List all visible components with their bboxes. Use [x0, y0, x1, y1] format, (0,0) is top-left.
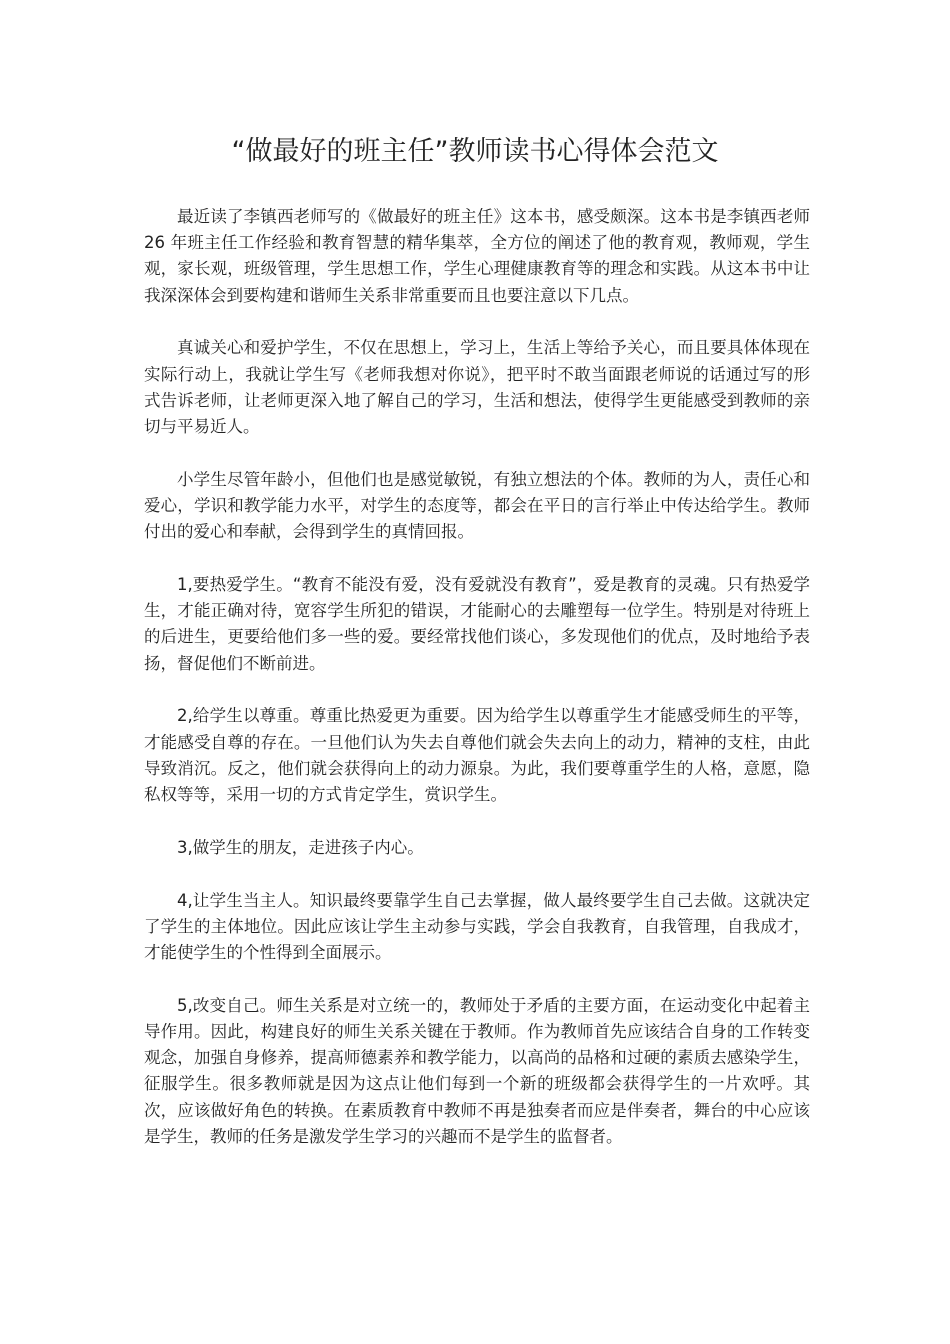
paragraph-7: 4,让学生当主人。知识最终要靠学生自己去掌握，做人最终要学生自己去做。这就决定了学生的主体地位。因此应该让学生主动参与实践，学会自我教育，自我管理，自我成才，才能使学生的个性得到全面展示。 — [144, 890, 810, 963]
paragraph-2: 真诚关心和爱护学生，不仅在思想上，学习上，生活上等给予关心，而且要具体体现在实际行动上，我就让学生写《老师我想对你说》，把平时不敢当面跟老师说的话通过写的形式告诉老师，让老师更深入地了解自己的学习，生活和想法，使得学生更能感受到教师的亲切与平易近人。 — [144, 338, 810, 437]
document-title: “做最好的班主任”教师读书心得体会范文 — [231, 136, 719, 167]
document-body — [144, 204, 810, 1177]
paragraph-8: 5,改变自己。师生关系是对立统一的，教师处于矛盾的主要方面，在运动变化中起着主导作用。因此，构建良好的师生关系关键在于教师。作为教师首先应该结合自身的工作转变观念，加强自身修养，提高师德素养和教学能力，以高尚的品格和过硬的素质去感染学生，征服学生。很多教师就是因为这点让他们每到一个新的班级都会获得学生的一片欢呼。其次，应该做好角色的转换。在素质教育中教师不再是独奏者而应是伴奏者，舞台的中心应该是学生，教师的任务是激发学生学习的兴趣而不是学生的监督者。 — [144, 995, 810, 1146]
paragraph-1: 最近读了李镇西老师写的《做最好的班主任》这本书，感受颇深。这本书是李镇西老师 26 年班主任工作经验和教育智慧的精华集萃，全方位的阐述了他的教育观，教师观，学生观，家长观，班级管理，学生思想工作，学生心理健康教育等的理念和实践。从这本书中让我深深体会到要构建和谐师生关系非常重要而且也要注意以下几点。 — [144, 207, 810, 305]
paragraph-6: 3,做学生的朋友，走进孩子内心。 — [177, 837, 424, 857]
paragraph-5: 2,给学生以尊重。尊重比热爱更为重要。因为给学生以尊重学生才能感受师生的平等，才能感受自尊的存在。一旦他们认为失去自尊他们就会失去向上的动力，精神的支柱，由此导致消沉。反之，他们就会获得向上的动力源泉。为此，我们要尊重学生的人格，意愿，隐私权等等，采用一切的方式肯定学生，赏识学生。 — [144, 706, 810, 805]
paragraph-3: 小学生尽管年龄小，但他们也是感觉敏锐，有独立想法的个体。教师的为人，责任心和爱心，学识和教学能力水平，对学生的态度等，都会在平日的言行举止中传达给学生。教师付出的爱心和奉献，会得到学生的真情回报。 — [144, 469, 810, 542]
paragraph-4: 1,要热爱学生。“教育不能没有爱，没有爱就没有教育”，爱是教育的灵魂。只有热爱学生，才能正确对待，宽容学生所犯的错误，才能耐心的去雕塑每一位学生。特别是对待班上的后进生，更要给他们多一些的爱。要经常找他们谈心，多发现他们的优点，及时地给予表扬，督促他们不断前进。 — [144, 575, 810, 673]
